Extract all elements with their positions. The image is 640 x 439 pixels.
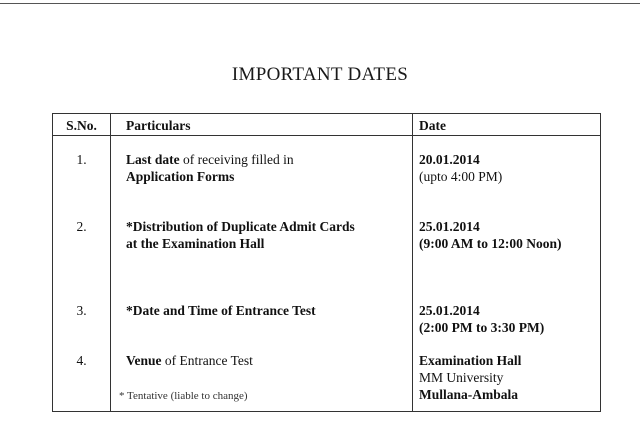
row-3-sno: 3. <box>76 303 87 318</box>
row-4-particulars-line-1-bold: Venue <box>126 353 162 368</box>
row-1-particulars <box>126 151 406 185</box>
header-divider <box>53 135 600 136</box>
row-2-date-line-2: (9:00 AM to 12:00 Noon) <box>419 236 562 251</box>
important-dates-table <box>52 113 601 412</box>
row-1-particulars-line-1-bold: Last date <box>126 152 180 167</box>
page-title: IMPORTANT DATES <box>231 64 409 85</box>
row-1-date-line-1: 20.01.2014 <box>419 152 480 167</box>
row-4-sno: 4. <box>76 353 87 368</box>
row-4-date-line-1: Examination Hall <box>419 353 522 368</box>
row-2-date <box>419 218 599 252</box>
row-4-date <box>419 352 599 403</box>
row-4-date-line-3: Mullana-Ambala <box>419 387 519 402</box>
row-1-particulars-line-1-normal: of receiving filled in <box>179 152 294 167</box>
row-3-date-line-2: (2:00 PM to 3:30 PM) <box>419 320 545 335</box>
header-particulars: Particulars <box>126 118 191 133</box>
row-2-particulars-line-2: at the Examination Hall <box>126 236 265 251</box>
footnote: * Tentative (liable to change) <box>119 390 248 402</box>
header-sno: S.No. <box>66 118 97 133</box>
column-divider <box>110 114 111 411</box>
row-3-particulars-line-1: *Date and Time of Entrance Test <box>126 303 316 318</box>
row-3-particulars <box>126 302 406 319</box>
top-rule <box>0 3 640 4</box>
row-1-date <box>419 151 599 185</box>
row-3-date-line-1: 25.01.2014 <box>419 303 480 318</box>
row-3-date <box>419 302 599 336</box>
row-2-particulars <box>126 218 406 252</box>
header-date: Date <box>419 118 446 133</box>
row-2-particulars-line-1: *Distribution of Duplicate Admit Cards <box>126 219 355 234</box>
row-1-particulars-line-2-bold: Application Forms <box>126 169 235 184</box>
row-4-date-line-2: MM University <box>419 370 504 385</box>
row-4-particulars-line-1-normal: of Entrance Test <box>161 353 253 368</box>
row-1-date-line-2: (upto 4:00 PM) <box>419 169 503 184</box>
row-2-date-line-1: 25.01.2014 <box>419 219 480 234</box>
row-4-particulars <box>126 352 406 369</box>
column-divider <box>412 114 413 411</box>
row-2-sno: 2. <box>76 219 87 234</box>
row-1-sno: 1. <box>76 152 87 167</box>
